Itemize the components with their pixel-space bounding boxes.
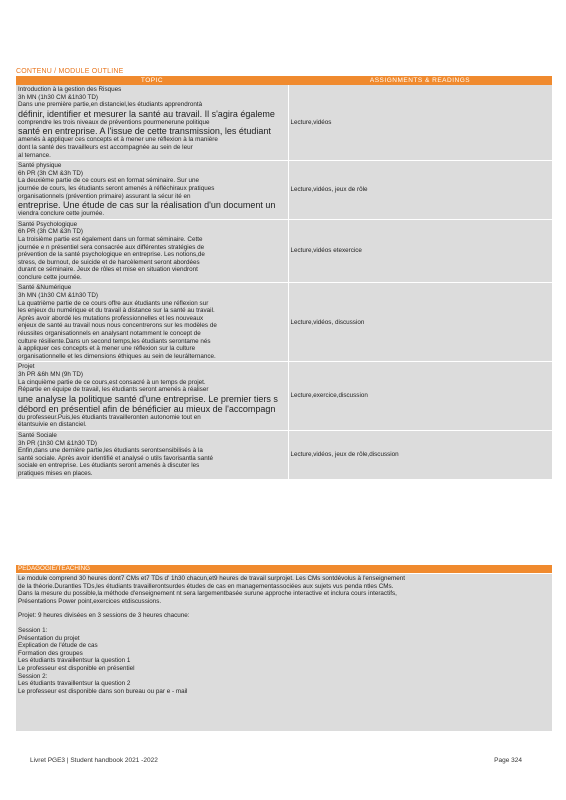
topic-line: 3h MN (1h30 CM &1h30 TD): [18, 93, 99, 101]
pedagogy-line: Dans la mesure du possible,la méthode d'enseignement nt sera largementbasée surune approche interactive et inclura cours interactifs,: [18, 590, 397, 598]
topic-line: 3h PR (1h30 CM &1h30 TD): [18, 439, 97, 447]
topic-line: sociale en entreprise. Les étudiants seront amenés à discuter les: [18, 462, 200, 470]
topic-line: 6h PR (3h CM &3h TD): [18, 169, 83, 177]
assignment-text: Lecture,vidéos, jeux de rôle,discussion: [290, 450, 399, 458]
assignment-text: Lecture,vidéos, jeux de rôle: [290, 186, 368, 194]
topic-line: Santé Psychologique: [18, 220, 78, 228]
assignment-text: Lecture,vidéos etexercice: [290, 247, 362, 255]
topic-line: Santé physique: [18, 162, 62, 170]
topic-cell: [16, 362, 288, 431]
topic-line: les enjeux du numérique et du travail à distance sur la santé au travail.: [18, 307, 215, 315]
assignments-header: ASSIGNMENTS & READINGS: [288, 76, 552, 85]
topic-line: santé en entreprise. A l'issue de cette transmission, les étudiant: [18, 126, 271, 137]
topic-line: La troisième partie est également dans un format séminaire. Cette: [18, 235, 203, 243]
topic-line: journée de cours, les étudiants seront amenés à réfléchiraux pratiques: [18, 184, 215, 192]
project-paragraph: [18, 612, 550, 620]
table-row: [16, 362, 552, 431]
topic-line: une analyse la politique santé d'une entreprise. Le premier tiers s: [18, 393, 278, 404]
pedagogy-line: Session 2:: [18, 672, 48, 680]
topic-line: organisationnelle et les dimensions éthiques au sein de leurálternance.: [18, 352, 216, 360]
topic-line: Projet: [18, 363, 35, 371]
assignment-cell: [288, 283, 552, 362]
table-row: [16, 85, 552, 161]
assignment-cell: [288, 161, 552, 220]
topic-line: débord en présentiel afin de bénéficier au mieux de l'accompagn: [18, 403, 276, 414]
topic-cell: [16, 85, 288, 161]
topic-line: durant ce séminaire. Jeux de rôles et mise en situation viendront: [18, 266, 198, 274]
topic-line: étantsuivie en distanciel.: [18, 421, 87, 429]
topic-cell: [16, 161, 288, 220]
pedagogy-line: Session 1:: [18, 626, 48, 634]
topic-line: al ternance.: [18, 151, 51, 159]
topic-line: enjeux de santé au travail nous nous concentrerons sur les modèles de: [18, 322, 217, 330]
topic-line: définir, identifier et mesurer la santé au travail. Il s'agira égaleme: [18, 108, 275, 119]
pedagogy-line: Les étudiants travaillentsur la question 2: [18, 680, 131, 688]
topic-line: prévention de la santé psychologique en entreprise. Les notions,de: [18, 251, 205, 259]
table-row: [16, 161, 552, 220]
topic-line: stress, de burnout, de suicide et de harcèlement seront abordées: [18, 258, 200, 266]
topic-line: viendra conclure cette journée.: [18, 210, 105, 218]
topic-line: Introduction à la gestion des Risques: [18, 86, 122, 93]
topic-cell: [16, 430, 288, 479]
section-title: CONTENU / MODULE OUTLINE: [16, 68, 124, 75]
pedagogy-line: Le professeur est disponible dans son bureau ou par e - mail: [18, 687, 188, 695]
topic-line: journée e n présentiel sera consacrée aux différentes stratégies de: [18, 243, 205, 251]
assignment-cell: [288, 362, 552, 431]
topic-cell: [16, 283, 288, 362]
topic-line: Enfin,dans une dernière partie,les étudiants serontsensibilisés à la: [18, 447, 203, 455]
topic-line: La deuxième partie de ce cours est en format séminaire. Sur une: [18, 177, 199, 185]
topic-line: La quatrième partie de ce cours offre aux étudiants une réflexion sur: [18, 299, 209, 307]
topic-line: Dans une première partie,en distanciel,les étudiants apprendrontà: [18, 101, 203, 109]
footer-page-number: Page 324: [494, 757, 522, 764]
topic-line: à appliquer ces concepts et à mener une réflexion sur la culture: [18, 345, 196, 353]
assignment-cell: [288, 430, 552, 479]
pedagogy-line: de la théorie.Durantles TDs,les étudiants travaillerontsurdes études de cas en managementassociées aux sujets vus penda ntles CMs.: [18, 582, 394, 590]
sessions-paragraph: [18, 627, 550, 695]
topic-line: Répartie en équipe de travail, les étudiants seront amenés à réaliser: [18, 386, 209, 394]
pedagogy-line: Formation des groupes: [18, 649, 83, 657]
topic-line: entreprise. Une étude de cas sur la réalisation d'un document un: [18, 200, 276, 211]
topic-line: organisationnels (prévention primaire) assurant la sécur ité en: [18, 192, 191, 200]
assignment-text: Lecture,vidéos: [290, 118, 332, 126]
pedagogy-heading: PEDAGOGIE/TEACHING: [16, 565, 552, 573]
topic-header: TOPIC: [16, 76, 288, 85]
pedagogy-body: [16, 574, 552, 731]
topic-line: 3h PR &6h MN (9h TD): [18, 371, 83, 378]
topic-line: Après avoir abordé les mutations professionnelles et les nouveaux: [18, 314, 204, 322]
assignment-cell: [288, 85, 552, 161]
topic-line: pratiques mises en places.: [18, 469, 93, 477]
footer-handbook: Livret PGE3 | Student handbook 2021 -2022: [30, 757, 158, 764]
pedagogy-line: Explication de l'étude de cas: [18, 642, 98, 650]
topic-line: comprendre les trois niveaux de préventions pourmenerune politique: [18, 118, 210, 126]
pedagogy-line: Projet: 9 heures divisées en 3 sessions de 3 heures chacune:: [18, 612, 190, 620]
topic-line: culture résiliente.Dans un second temps,les étudiants serontame nés: [18, 337, 211, 345]
topic-line: dont la santé des travailleurs est accompagnée au sein de leur: [18, 143, 193, 151]
pedagogy-line: Présentations Power point,exercices etdiscussions.: [18, 597, 162, 605]
assignment-text: Lecture,vidéos, discussion: [290, 318, 365, 326]
pedagogy-line: Présentation du projet: [18, 634, 80, 642]
topic-line: 3h MN (1h30 CM &1h30 TD): [18, 292, 99, 300]
pedagogy-line: Le module comprend 30 heures dont7 CMs et7 TDs d' 1h30 chacun,et9 heures de travail surprojet. Les CMs sontdévolus à l'enseignement: [18, 575, 405, 582]
table-body: [16, 85, 552, 479]
topic-line: Santé Sociale: [18, 431, 57, 439]
table-row: [16, 430, 552, 479]
topic-line: 6h PR (3h CM &3h TD): [18, 228, 83, 236]
topic-line: Santé &Numérique: [18, 284, 72, 292]
pedagogy-paragraph: [18, 575, 550, 605]
table-row: [16, 219, 552, 283]
topic-cell: [16, 219, 288, 283]
topic-line: conclure cette journée.: [18, 273, 82, 281]
topic-line: santé sociale. Après avoir identifié et analysé o utils favorisantla santé: [18, 454, 213, 462]
topic-line: La cinquième partie de ce cours,est consacré à un temps de projet.: [18, 378, 206, 386]
topic-line: amenés à appliquer ces concepts et à mener une réflexion à la manière: [18, 136, 218, 144]
assignment-cell: [288, 219, 552, 283]
table-row: [16, 283, 552, 362]
pedagogy-line: Les étudiants travaillentsur la question 1: [18, 657, 131, 665]
topic-line: réussites organisationnels en analysant notamment le concept de: [18, 330, 201, 338]
module-outline-table: [16, 76, 552, 480]
table-header-row: [16, 76, 552, 85]
assignment-text: Lecture,exercice,discussion: [290, 392, 368, 400]
pedagogy-line: Le professeur est disponible en présentiel: [18, 664, 135, 672]
topic-line: du professeur.Puis,les étudiants travailleronten autonomie tout en: [18, 413, 201, 421]
